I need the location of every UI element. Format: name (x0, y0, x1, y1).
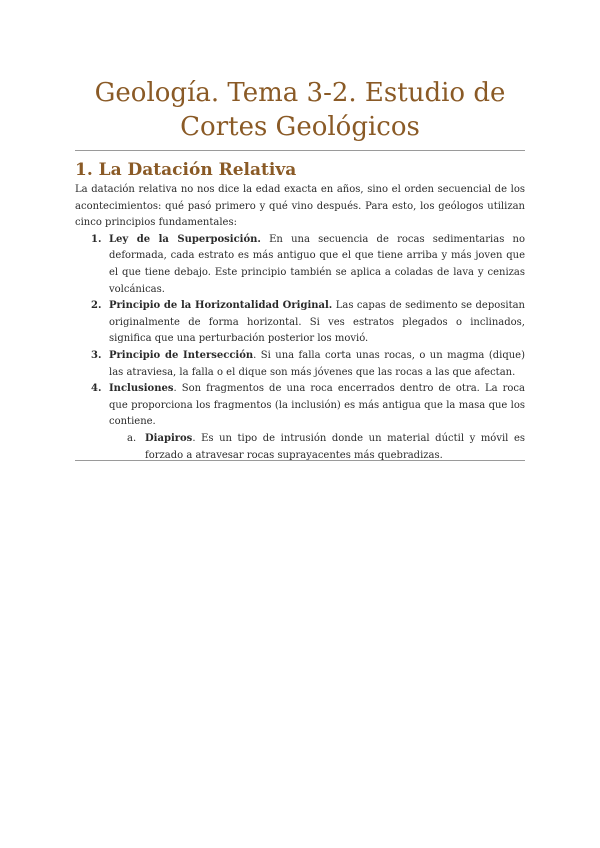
principle-text: En una secuencia de rocas sedimentarias no deformada, cada estrato es más antiguo que el que tiene arriba y más joven que el que tiene debajo. Este principio también se aplica a coladas de lava y cenizas volcánicas. (109, 233, 525, 295)
list-item (109, 232, 525, 298)
list-item (109, 381, 525, 464)
principle-term: Principio de la Horizontalidad Original. (109, 300, 333, 312)
section-body (75, 182, 525, 464)
principles-list (75, 232, 525, 464)
section-heading: 1. La Datación Relativa (75, 160, 297, 180)
list-item (109, 298, 525, 348)
list-item (109, 348, 525, 381)
principle-term: Inclusiones (109, 383, 174, 395)
intro-paragraph: La datación relativa no nos dice la edad exacta en años, sino el orden secuencial de los acontecimientos: qué pasó primero y qué vino después. Para esto, los geólogos utilizan cinco principios fundamentales: (75, 184, 525, 229)
sub-term: Diapiros (145, 432, 193, 444)
top-divider (75, 150, 525, 151)
sub-text: . Es un tipo de intrusión donde un material dúctil y móvil es forzado a atravesar rocas suprayacentes más quebradizas. (145, 432, 525, 461)
principle-text: Las capas de sedimento se depositan originalmente de forma horizontal. Si ves estratos plegados o inclinados, significa que una perturbación posterior los movió. (109, 300, 525, 345)
principle-term: Principio de Intersección (109, 349, 254, 361)
principle-text: . Si una falla corta unas rocas, o un magma (dique) las atraviesa, la falla o el dique son más jóvenes que las rocas a las que afectan. (109, 349, 525, 378)
bottom-divider (75, 460, 525, 461)
principle-term: Ley de la Superposición. (109, 233, 261, 245)
principle-text: . Son fragmentos de una roca encerrados dentro de otra. La roca que proporciona los fragmentos (la inclusión) es más antigua que la masa que los contiene. (109, 383, 525, 428)
page-title: Geología. Tema 3-2. Estudio de Cortes Geológicos (94, 78, 506, 142)
